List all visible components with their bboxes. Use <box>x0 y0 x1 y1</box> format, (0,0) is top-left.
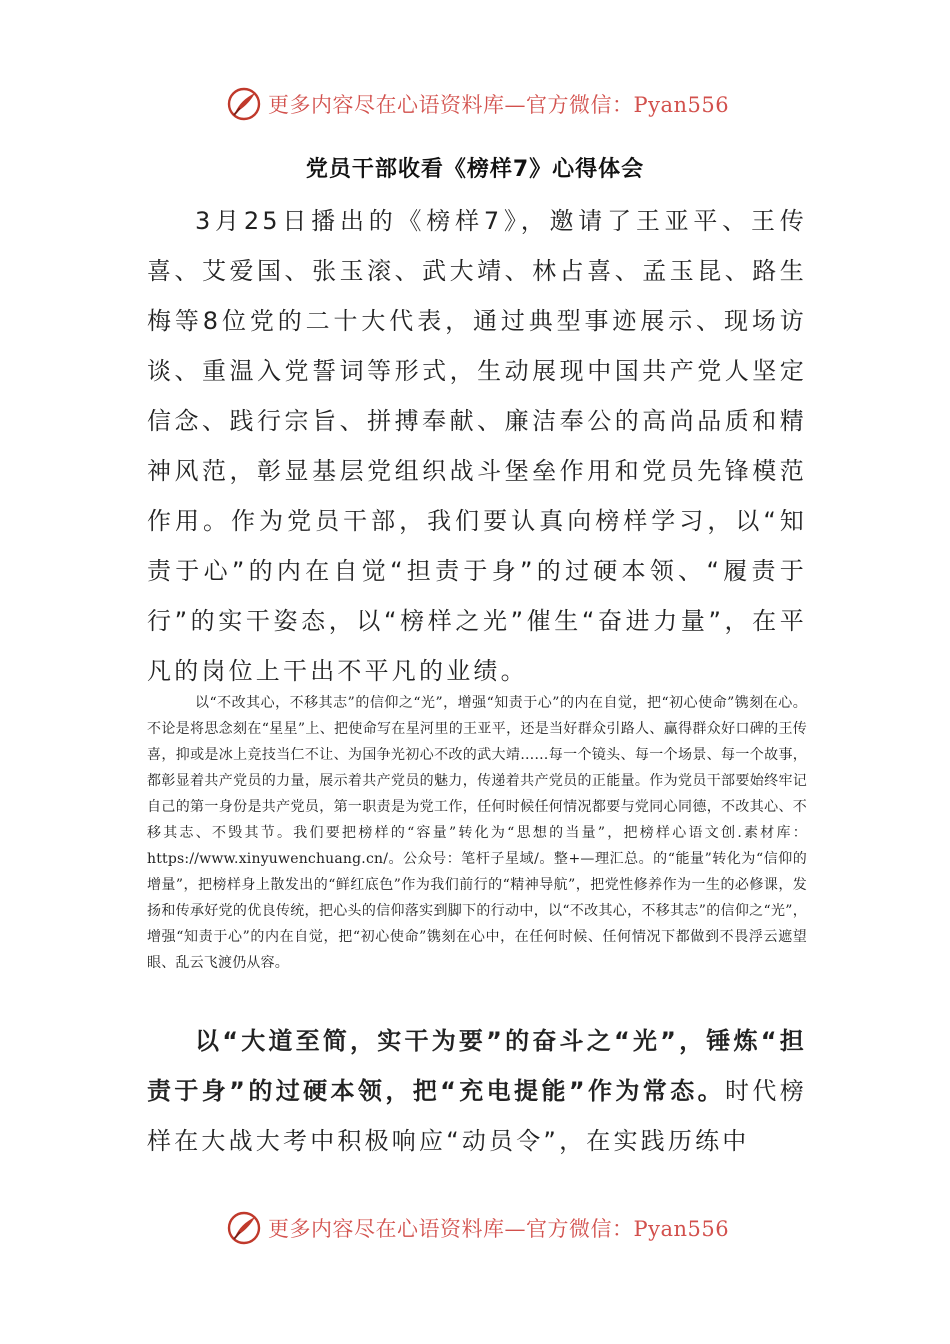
banner-text: 更多内容尽在心语资料库—官方微信：Pyan556 <box>268 1217 730 1241</box>
paragraph-section-2 <box>147 1016 807 1166</box>
paragraph-small-print: 以“不改其心，不移其志”的信仰之“光”，增强“知责于心”的内在自觉，把“初心使命”镌刻在心。不论是将思念刻在“星星”上、把使命写在星河里的王亚平，还是当好群众引路人、赢得群众好口碑的王传喜，抑或是冰上竞技当仁不让、为国争光初心不改的武大靖……每一个镜头、每一个场景、每一个故事，都彰显着共产党员的力量，展示着共产党员的魅力，传递着共产党员的正能量。作为党员干部要始终牢记自己的第一身份是共产党员，第一职责是为党工作，任何时候任何情况都要与党同心同德，不改其心、不移其志、不毁其节。我们要把榜样的“容量”转化为“思想的当量”，把榜样心语文创.素材库：https://www.xinyuwenchuang.cn/。公众号：笔杆子星域/。整+—理汇总。的“能量”转化为“信仰的增量”，把榜样身上散发出的“鲜红底色”作为我们前行的“精神导航”，把党性修养作为一生的必修课，发扬和传承好党的优良传统，把心头的信仰落实到脚下的行动中，以“不改其心，不移其志”的信仰之“光”，增强“知责于心”的内在自觉，把“初心使命”镌刻在心中，在任何时候、任何情况下都做到不畏浮云遮望眼、乱云飞渡仍从容。 <box>147 695 807 971</box>
banner-text: 更多内容尽在心语资料库—官方微信：Pyan556 <box>268 93 730 117</box>
footer-banner <box>226 1208 746 1248</box>
quill-logo-icon <box>226 1210 262 1246</box>
section-heading-bold: 以“大道至简，实干为要”的奋斗之“光”，锤炼“担责于身”的过硬本领，把“充电提能”作为常态。 <box>147 1027 807 1105</box>
paragraph-intro: 3月25日播出的《榜样7》，邀请了王亚平、王传喜、艾爱国、张玉滚、武大靖、林占喜、孟玉昆、路生梅等8位党的二十大代表，通过典型事迹展示、现场访谈、重温入党誓词等形式，生动展现中国共产党人坚定信念、践行宗旨、拼搏奉献、廉洁奉公的高尚品质和精神风范，彰显基层党组织战斗堡垒作用和党员先锋模范作用。作为党员干部，我们要认真向榜样学习，以“知责于心”的内在自觉“担责于身”的过硬本领、“履责于行”的实干姿态，以“榜样之光”催生“奋进力量”，在平凡的岗位上干出不平凡的业绩。 <box>147 207 807 685</box>
quill-logo-icon <box>226 86 262 122</box>
document-title: 党员干部收看《榜样7》心得体会 <box>305 157 645 182</box>
header-banner <box>226 84 746 124</box>
section-body-text: 时代榜样在大战大考中积极响应“动员令”，在实践历练中 <box>147 1077 807 1155</box>
